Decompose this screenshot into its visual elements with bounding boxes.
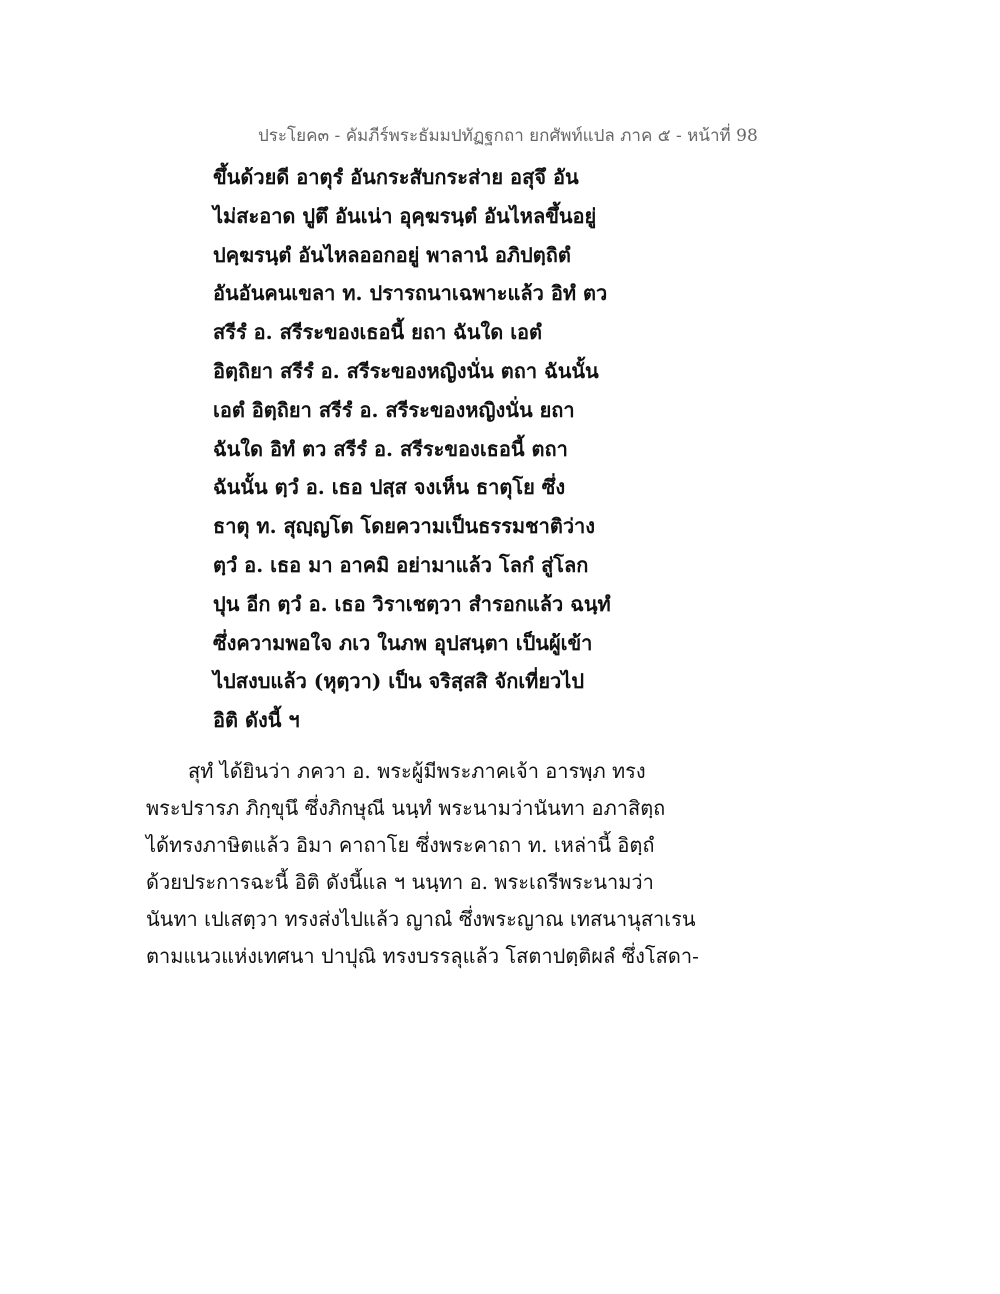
prose-line: ได้ทรงภาษิตแล้ว อิมา คาถาโย ซึ่งพระคาถา ท. เหล่านี้ อิตฺถํ xyxy=(146,833,655,857)
verse-line: ซึ่งความพอใจ ภเว ในภพ อุปสนฺตา เป็นผู้เข้า xyxy=(213,630,593,655)
verse-line: ตฺวํ อ. เธอ มา อาคมิ อย่ามาแล้ว โลกํ สู่โลก xyxy=(213,552,589,577)
prose-line: ด้วยประการฉะนี้ อิติ ดังนี้แล ฯ นนฺทา อ. พระเถรีพระนามว่า xyxy=(146,870,654,894)
prose-line: ตามแนวแห่งเทศนา ปาปุณิ ทรงบรรลุแล้ว โสตาปตฺติผลํ ซึ่งโสดา- xyxy=(146,944,699,968)
verse-line: ขึ้นด้วยดี อาตุรํ อันกระสับกระส่าย อสุจึ อัน xyxy=(213,165,579,189)
verse-line: เอตํ อิตฺถิยา สรีรํ อ. สรีระของหญิงนั่น ยถา xyxy=(213,397,575,422)
verse-line: ปคฺฆรนฺตํ อันไหลออกอยู่ พาลานํ อภิปตฺถิตํ xyxy=(213,242,571,267)
prose-line: สุทํ ได้ยินว่า ภควา อ. พระผู้มีพระภาคเจ้า อารพฺภ ทรง xyxy=(188,759,646,783)
verse-block xyxy=(213,158,633,740)
prose-line: นันทา เปเสตฺวา ทรงส่งไปแล้ว ญาณํ ซึ่งพระญาณ เทสนานุสาเรน xyxy=(146,907,696,931)
verse-line: ปุน อีก ตฺวํ อ. เธอ วิราเชตฺวา สำรอกแล้ว ฉนฺทํ xyxy=(213,591,611,616)
verse-line: อันอันคนเขลา ท. ปรารถนาเฉพาะแล้ว อิทํ ตว xyxy=(213,281,608,306)
verse-line: ไปสงบแล้ว (หุตฺวา) เป็น จริสฺสสิ จักเที่ยวไป xyxy=(213,669,585,694)
verse-line: สรีรํ อ. สรีระของเธอนี้ ยถา ฉันใด เอตํ xyxy=(213,320,543,345)
verse-line: อิติ ดังนี้ ฯ xyxy=(213,708,300,733)
verse-line: ฉันนั้น ตฺวํ อ. เธอ ปสฺส จงเห็น ธาตุโย ซึ่ง xyxy=(213,475,566,500)
verse-line: ไม่สะอาด ปูตึ อันเน่า อุคฺฆรนฺตํ อันไหลขึ้นอยู่ xyxy=(213,203,597,228)
prose-block xyxy=(146,753,699,975)
verse-line: ฉันใด อิทํ ตว สรีรํ อ. สรีระของเธอนี้ ตถา xyxy=(213,436,568,461)
page-header: ประโยค๓ - คัมภีร์พระธัมมปทัฏฐกถา ยกศัพท์แปล ภาค ๕ - หน้าที่ 98 xyxy=(258,126,758,146)
prose-line: พระปรารภ ภิกฺขุนึ ซึ่งภิกษุณี นนฺทํ พระนามว่านันทา อภาสิตฺถ xyxy=(146,796,666,820)
verse-line: อิตฺถิยา สรีรํ อ. สรีระของหญิงนั่น ตถา ฉันนั้น xyxy=(213,358,599,383)
verse-line: ธาตุ ท. สุญฺญโต โดยความเป็นธรรมชาติว่าง xyxy=(213,514,596,539)
